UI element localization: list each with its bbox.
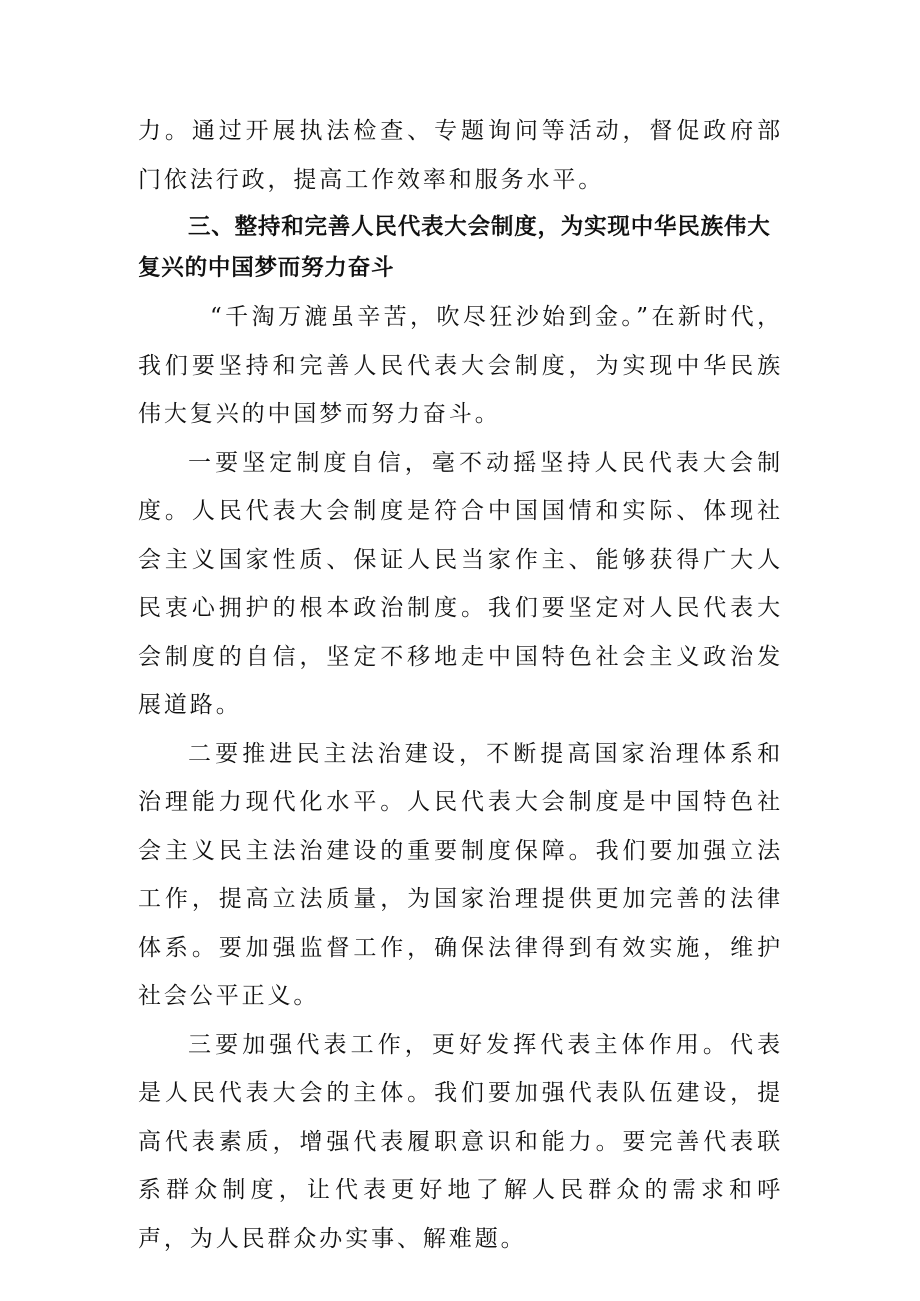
paragraph-point-1: 一要坚定制度自信，毫不动摇坚持人民代表大会制度。人民代表大会制度是符合中国国情和实际、体现社会主义国家性质、保证人民当家作主、能够获得广大人民衷心拥护的根本政治制度。我们要坚定对人民代表大会制度的自信，坚定不移地走中国特色社会主义政治发展道路。 [138, 449, 783, 718]
paragraph-point-3: 三要加强代表工作，更好发挥代表主体作用。代表是人民代表大会的主体。我们要加强代表队伍建设，提高代表素质，增强代表履职意识和能力。要完善代表联系群众制度，让代表更好地了解人民群众的需求和呼声，为人民群众办实事、解难题。 [138, 1031, 783, 1252]
paragraph-quote: “千淘万漉虽辛苦，吹尽狂沙始到金。”在新时代，我们要坚持和完善人民代表大会制度，为实现中华民族伟大复兴的中国梦而努力奋斗。 [138, 304, 783, 427]
document-body [138, 107, 783, 1263]
paragraph-point-2: 二要推进民主法治建设，不断提高国家治理体系和治理能力现代化水平。人民代表大会制度是中国特色社会主义民主法治建设的重要制度保障。我们要加强立法工作，提高立法质量，为国家治理提供更加完善的法律体系。要加强监督工作，确保法律得到有效实施，维护社会公平正义。 [138, 740, 783, 1009]
paragraph-continuation: 力。通过开展执法检查、专题询问等活动，督促政府部门依法行政，提高工作效率和服务水平。 [138, 118, 783, 193]
section-heading: 三、整持和完善人民代表大会制度，为实现中华民族伟大复兴的中国梦而努力奋斗 [138, 214, 771, 281]
